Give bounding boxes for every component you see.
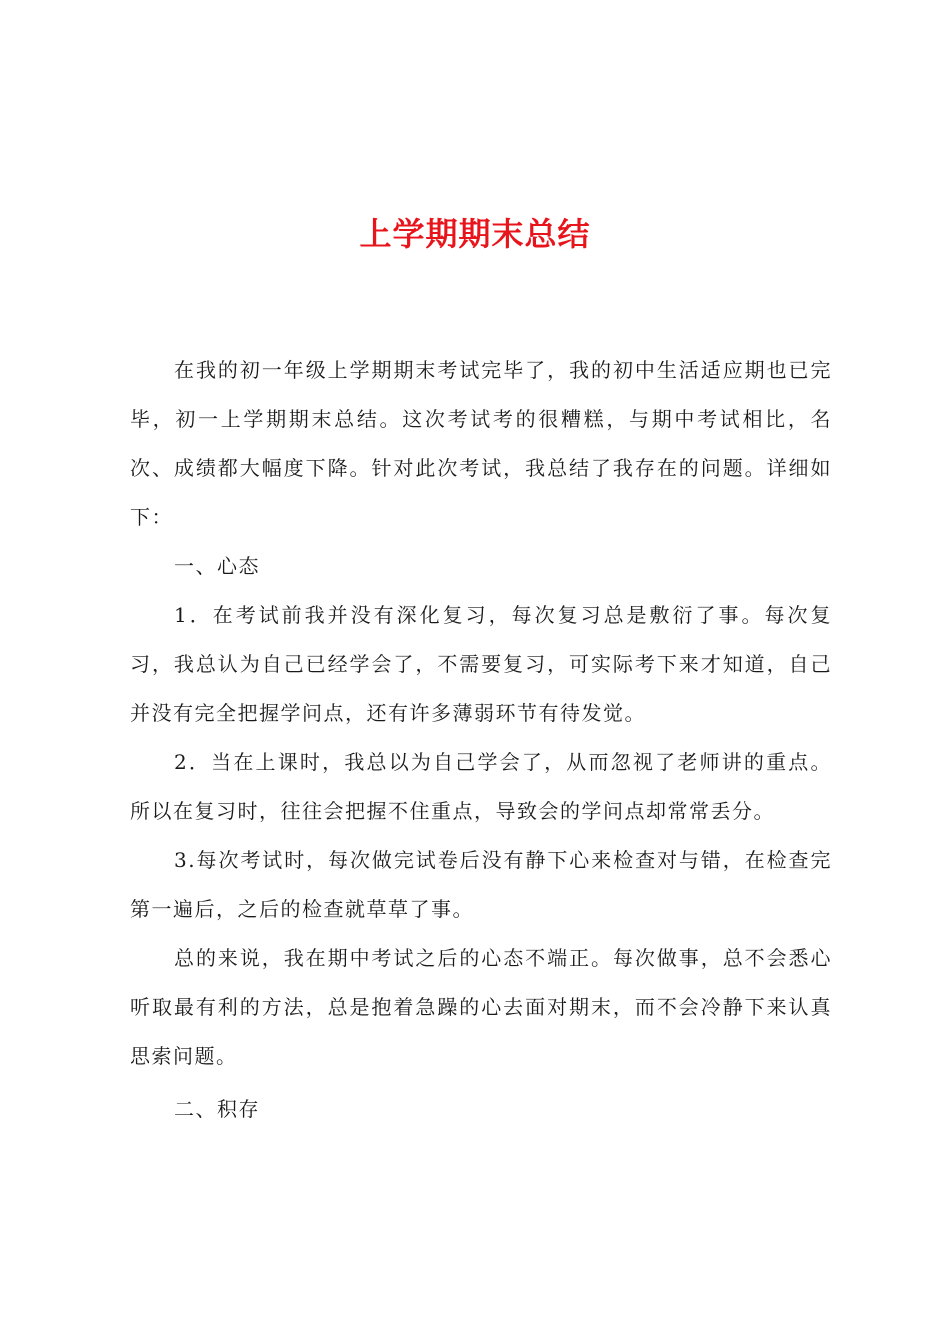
page-title: 上学期期末总结	[359, 215, 591, 253]
intro-paragraph: 在我的初一年级上学期期末考试完毕了，我的初中生活适应期也已完毕，初一上学期期末总结。这次考试考的很糟糕，与期中考试相比，名次、成绩都大幅度下降。针对此次考试，我总结了我存在的问题。详细如下：	[130, 358, 832, 529]
point-2-paragraph: 2．当在上课时，我总以为自己学会了，从而忽视了老师讲的重点。所以在复习时，往往会把握不住重点，导致会的学问点却常常丢分。	[130, 750, 832, 823]
point-3-paragraph: 3.每次考试时，每次做完试卷后没有静下心来检查对与错，在检查完第一遍后，之后的检查就草草了事。	[130, 848, 832, 921]
point-1-paragraph: 1．在考试前我并没有深化复习，每次复习总是敷衍了事。每次复习，我总认为自己已经学会了，不需要复习，可实际考下来才知道，自己并没有完全把握学问点，还有许多薄弱环节有待发觉。	[130, 603, 832, 725]
section-heading-mindset: 一、心态	[174, 554, 260, 578]
section-heading-accumulation: 二、积存	[174, 1097, 260, 1121]
document-body	[130, 346, 832, 1134]
summary-paragraph: 总的来说，我在期中考试之后的心态不端正。每次做事，总不会悉心听取最有利的方法，总是抱着急躁的心去面对期末，而不会冷静下来认真思索问题。	[130, 946, 832, 1068]
